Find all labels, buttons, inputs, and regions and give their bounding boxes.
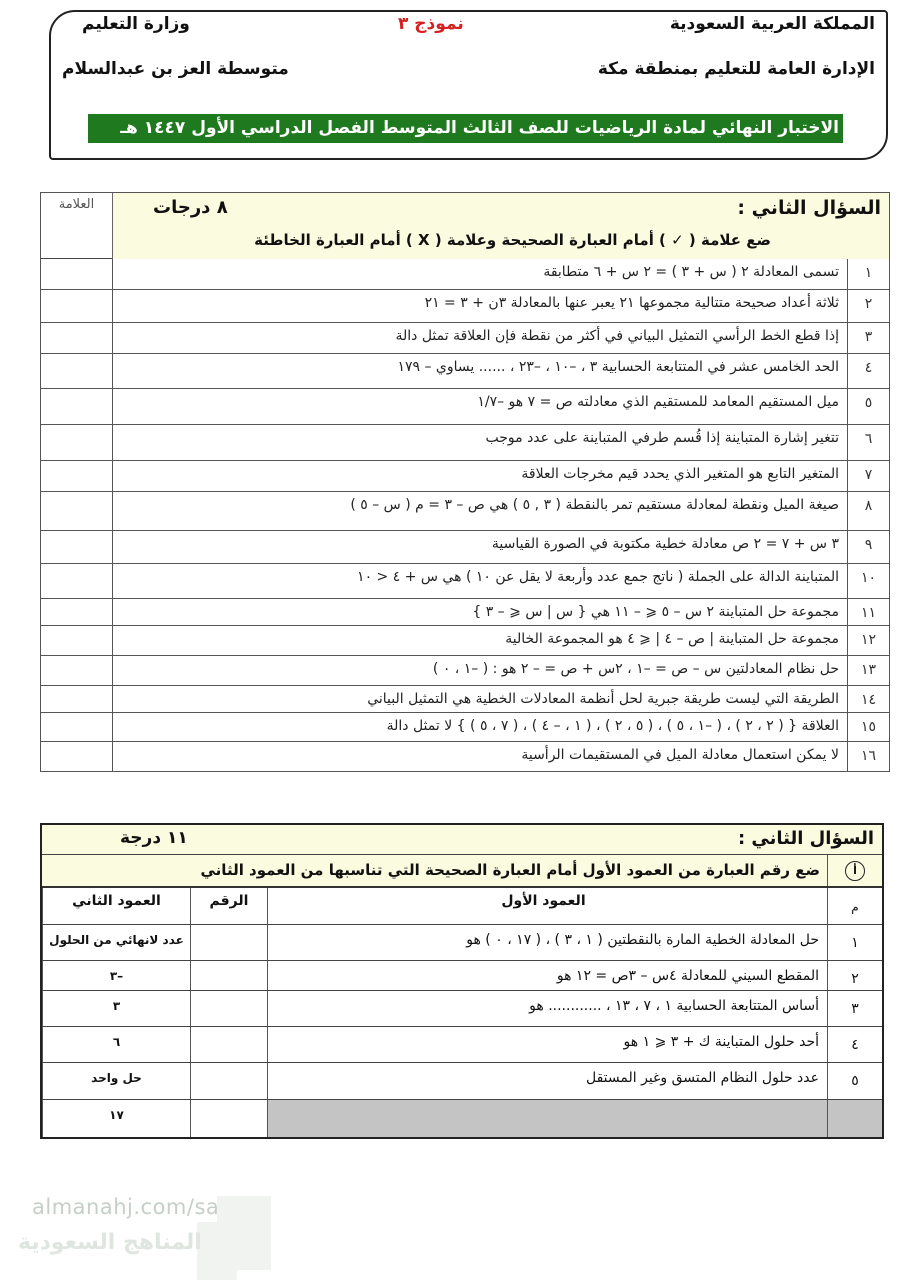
- mark-answer-cell[interactable]: [41, 323, 113, 353]
- matching-table: [40, 823, 884, 1139]
- statement-text: العلاقة { ( ٢ ، ٢ ) ، ( –١ ، ٥ ) ، ( ٥ ، ٢ ) ، ( ١ ، – ٤ ) ، ( ٧ ، ٥ ) } لا تمثل دالة: [386, 718, 839, 734]
- statement-number: ٤: [847, 354, 889, 388]
- statement-row: [41, 626, 889, 656]
- matching-score: ١١ درجة: [120, 828, 188, 848]
- model-label: نموذج ٣: [398, 14, 464, 34]
- statement-number: ١٤: [847, 686, 889, 712]
- number-answer-cell[interactable]: [190, 961, 267, 990]
- statement-text: ميل المستقيم المعامد للمستقيم الذي معادلته ص = ٧ هو –١/٧: [477, 394, 839, 410]
- matching-column-headers: [42, 888, 882, 925]
- statement-number: ١٠: [847, 564, 889, 598]
- statement-text: لا يمكن استعمال معادلة الميل في المستقيمات الرأسية: [521, 747, 839, 763]
- mark-answer-cell[interactable]: [41, 354, 113, 388]
- question-score: ٨ درجات: [153, 197, 228, 218]
- statement-number: ٧: [847, 461, 889, 491]
- statement-number: ١: [847, 259, 889, 289]
- statement-row: [41, 461, 889, 492]
- statement-text: ٣ س + ٧ = ٢ ص معادلة خطية مكتوبة في الصورة القياسية: [491, 536, 839, 552]
- mark-answer-cell[interactable]: [41, 259, 113, 289]
- index-column-header: م: [827, 888, 882, 924]
- mark-answer-cell[interactable]: [41, 425, 113, 460]
- statement-number: ١٥: [847, 713, 889, 741]
- number-answer-cell[interactable]: [190, 1063, 267, 1099]
- statement-text: الحد الخامس عشر في المتتابعة الحسابية ٣ ، –١٠ ، –٢٣ ، ...... يساوي – ١٧٩: [397, 359, 839, 375]
- question-instruction: ضع علامة ( ✓ ) أمام العبارة الصحيحة وعلامة ( X ) أمام العبارة الخاطئة: [254, 231, 771, 249]
- watermark-url: almanahj.com/sa: [32, 1195, 220, 1219]
- matching-instruction-row: [42, 855, 882, 888]
- mark-answer-cell[interactable]: [41, 492, 113, 530]
- statement-row: [41, 492, 889, 531]
- statement-row: [41, 425, 889, 461]
- statement-text: تتغير إشارة المتباينة إذا قُسم طرفي المتباينة على عدد موجب: [485, 430, 839, 446]
- second-column-text: ٦: [42, 1027, 190, 1062]
- matching-index: ٥: [827, 1063, 882, 1099]
- part-label: أ: [845, 861, 865, 881]
- mark-answer-cell[interactable]: [41, 389, 113, 424]
- ministry-label: وزارة التعليم: [82, 14, 190, 34]
- first-column-header: العمود الأول: [267, 888, 827, 924]
- matching-rows: [42, 925, 882, 1137]
- statement-row: [41, 354, 889, 389]
- mark-answer-cell[interactable]: [41, 626, 113, 655]
- statement-row: [41, 323, 889, 354]
- first-column-text: أساس المتتابعة الحسابية ١ ، ٧ ، ١٣ ، ............ هو: [267, 991, 827, 1026]
- statement-row: [41, 656, 889, 686]
- mark-answer-cell[interactable]: [41, 461, 113, 491]
- mark-answer-cell[interactable]: [41, 564, 113, 598]
- matching-header: [42, 825, 882, 855]
- statement-text: الطريقة التي ليست طريقة جبرية لحل أنظمة المعادلات الخطية هي التمثيل البياني: [367, 691, 839, 707]
- statement-text: تسمى المعادلة ٢ ( س + ٣ ) = ٢ س + ٦ متطابقة: [543, 264, 839, 280]
- matching-row: [42, 961, 882, 991]
- matching-index: ٤: [827, 1027, 882, 1062]
- second-column-text: –٣: [42, 961, 190, 990]
- question-title: السؤال الثاني :: [737, 197, 881, 219]
- statement-number: ١١: [847, 599, 889, 625]
- statement-number: ١٦: [847, 742, 889, 771]
- statement-number: ٦: [847, 425, 889, 460]
- statement-row: [41, 290, 889, 323]
- statement-number: ١٣: [847, 656, 889, 685]
- number-column-header: الرقم: [190, 888, 267, 924]
- watermark: [12, 1192, 262, 1280]
- matching-row: [42, 1100, 882, 1137]
- statement-row: [41, 686, 889, 713]
- true-false-header: [41, 193, 889, 259]
- statement-text: إذا قطع الخط الرأسي التمثيل البياني في أكثر من نقطة فإن العلاقة تمثل دالة: [395, 328, 839, 344]
- statement-text: مجموعة حل المتباينة ٢ س – ٥ ⩽ – ١١ هي { س | س ⩽ – ٣ }: [472, 604, 839, 620]
- statement-number: ٥: [847, 389, 889, 424]
- matching-title: السؤال الثاني :: [737, 828, 874, 849]
- matching-row: [42, 1063, 882, 1100]
- first-column-text: عدد حلول النظام المتسق وغير المستقل: [267, 1063, 827, 1099]
- statement-number: ٣: [847, 323, 889, 353]
- matching-row: [42, 925, 882, 961]
- mark-answer-cell[interactable]: [41, 686, 113, 712]
- matching-index: [827, 1100, 882, 1137]
- mark-answer-cell[interactable]: [41, 742, 113, 771]
- first-column-text: [267, 1100, 827, 1137]
- statement-number: ٩: [847, 531, 889, 563]
- exam-title-banner: الاختبار النهائي لمادة الرياضيات للصف الثالث المتوسط الفصل الدراسي الأول ١٤٤٧ هـ: [88, 114, 843, 143]
- number-answer-cell[interactable]: [190, 991, 267, 1026]
- statement-text: صيغة الميل ونقطة لمعادلة مستقيم تمر بالنقطة ( ٣ , ٥ ) هي ص – ٣ = م ( س – ٥ ): [350, 497, 839, 513]
- statement-row: [41, 742, 889, 771]
- statement-text: المتغير التابع هو المتغير الذي يحدد قيم مخرجات العلاقة: [521, 466, 839, 482]
- first-column-text: المقطع السيني للمعادلة ٤س – ٣ص = ١٢ هو: [267, 961, 827, 990]
- second-column-text: ٣: [42, 991, 190, 1026]
- statement-number: ٢: [847, 290, 889, 322]
- question-header: [113, 193, 889, 259]
- matching-row: [42, 1027, 882, 1063]
- statement-text: حل نظام المعادلتين س – ص = –١ ، ٢س + ص = – ٢ هو : ( –١ ، ٠ ): [432, 661, 839, 677]
- watermark-arabic: المناهج السعودية: [18, 1230, 202, 1255]
- matching-index: ١: [827, 925, 882, 960]
- statement-number: ١٢: [847, 626, 889, 655]
- kingdom-label: المملكة العربية السعودية: [669, 14, 875, 34]
- statement-text: المتباينة الدالة على الجملة ( ناتج جمع عدد وأربعة لا يقل عن ١٠ ) هي س + ٤ < ١٠: [357, 569, 839, 585]
- mark-answer-cell[interactable]: [41, 713, 113, 741]
- mark-column-header: العلامة: [41, 193, 113, 259]
- mark-answer-cell[interactable]: [41, 290, 113, 322]
- statement-row: [41, 564, 889, 599]
- statement-row: [41, 389, 889, 425]
- matching-index: ٣: [827, 991, 882, 1026]
- part-label-circle: [827, 855, 882, 886]
- statement-row: [41, 259, 889, 290]
- statement-row: [41, 713, 889, 742]
- watermark-logo-block: [197, 1222, 237, 1280]
- statement-text: ثلاثة أعداد صحيحة متتالية مجموعها ٢١ يعبر عنها بالمعادلة ٣ن + ٣ = ٢١: [424, 295, 839, 311]
- statement-number: ٨: [847, 492, 889, 530]
- true-false-rows: [41, 259, 889, 771]
- mark-answer-cell[interactable]: [41, 599, 113, 625]
- matching-row: [42, 991, 882, 1027]
- number-answer-cell[interactable]: [190, 1027, 267, 1062]
- number-answer-cell[interactable]: [190, 925, 267, 960]
- second-column-text: ١٧: [42, 1100, 190, 1137]
- matching-instruction: ضع رقم العبارة من العمود الأول أمام العبارة الصحيحة التي تناسبها من العمود الثاني: [200, 861, 820, 879]
- second-column-header: العمود الثاني: [42, 888, 190, 924]
- directorate-label: الإدارة العامة للتعليم بمنطقة مكة: [597, 59, 875, 79]
- mark-answer-cell[interactable]: [41, 656, 113, 685]
- true-false-table: [40, 192, 890, 772]
- statement-row: [41, 599, 889, 626]
- second-column-text: حل واحد: [42, 1063, 190, 1099]
- mark-answer-cell[interactable]: [41, 531, 113, 563]
- statement-text: مجموعة حل المتباينة | ص – ٤ | ⩽ ٤ هو المجموعة الخالية: [505, 631, 839, 647]
- number-answer-cell[interactable]: [190, 1100, 267, 1137]
- first-column-text: حل المعادلة الخطية المارة بالنقطتين ( ١ ، ٣ ) ، ( ١٧ ، ٠ ) هو: [267, 925, 827, 960]
- matching-index: ٢: [827, 961, 882, 990]
- statement-row: [41, 531, 889, 564]
- second-column-text: عدد لانهائي من الحلول: [42, 925, 190, 960]
- first-column-text: أحد حلول المتباينة ك + ٣ ⩽ ١ هو: [267, 1027, 827, 1062]
- school-label: متوسطة العز بن عبدالسلام: [62, 59, 289, 79]
